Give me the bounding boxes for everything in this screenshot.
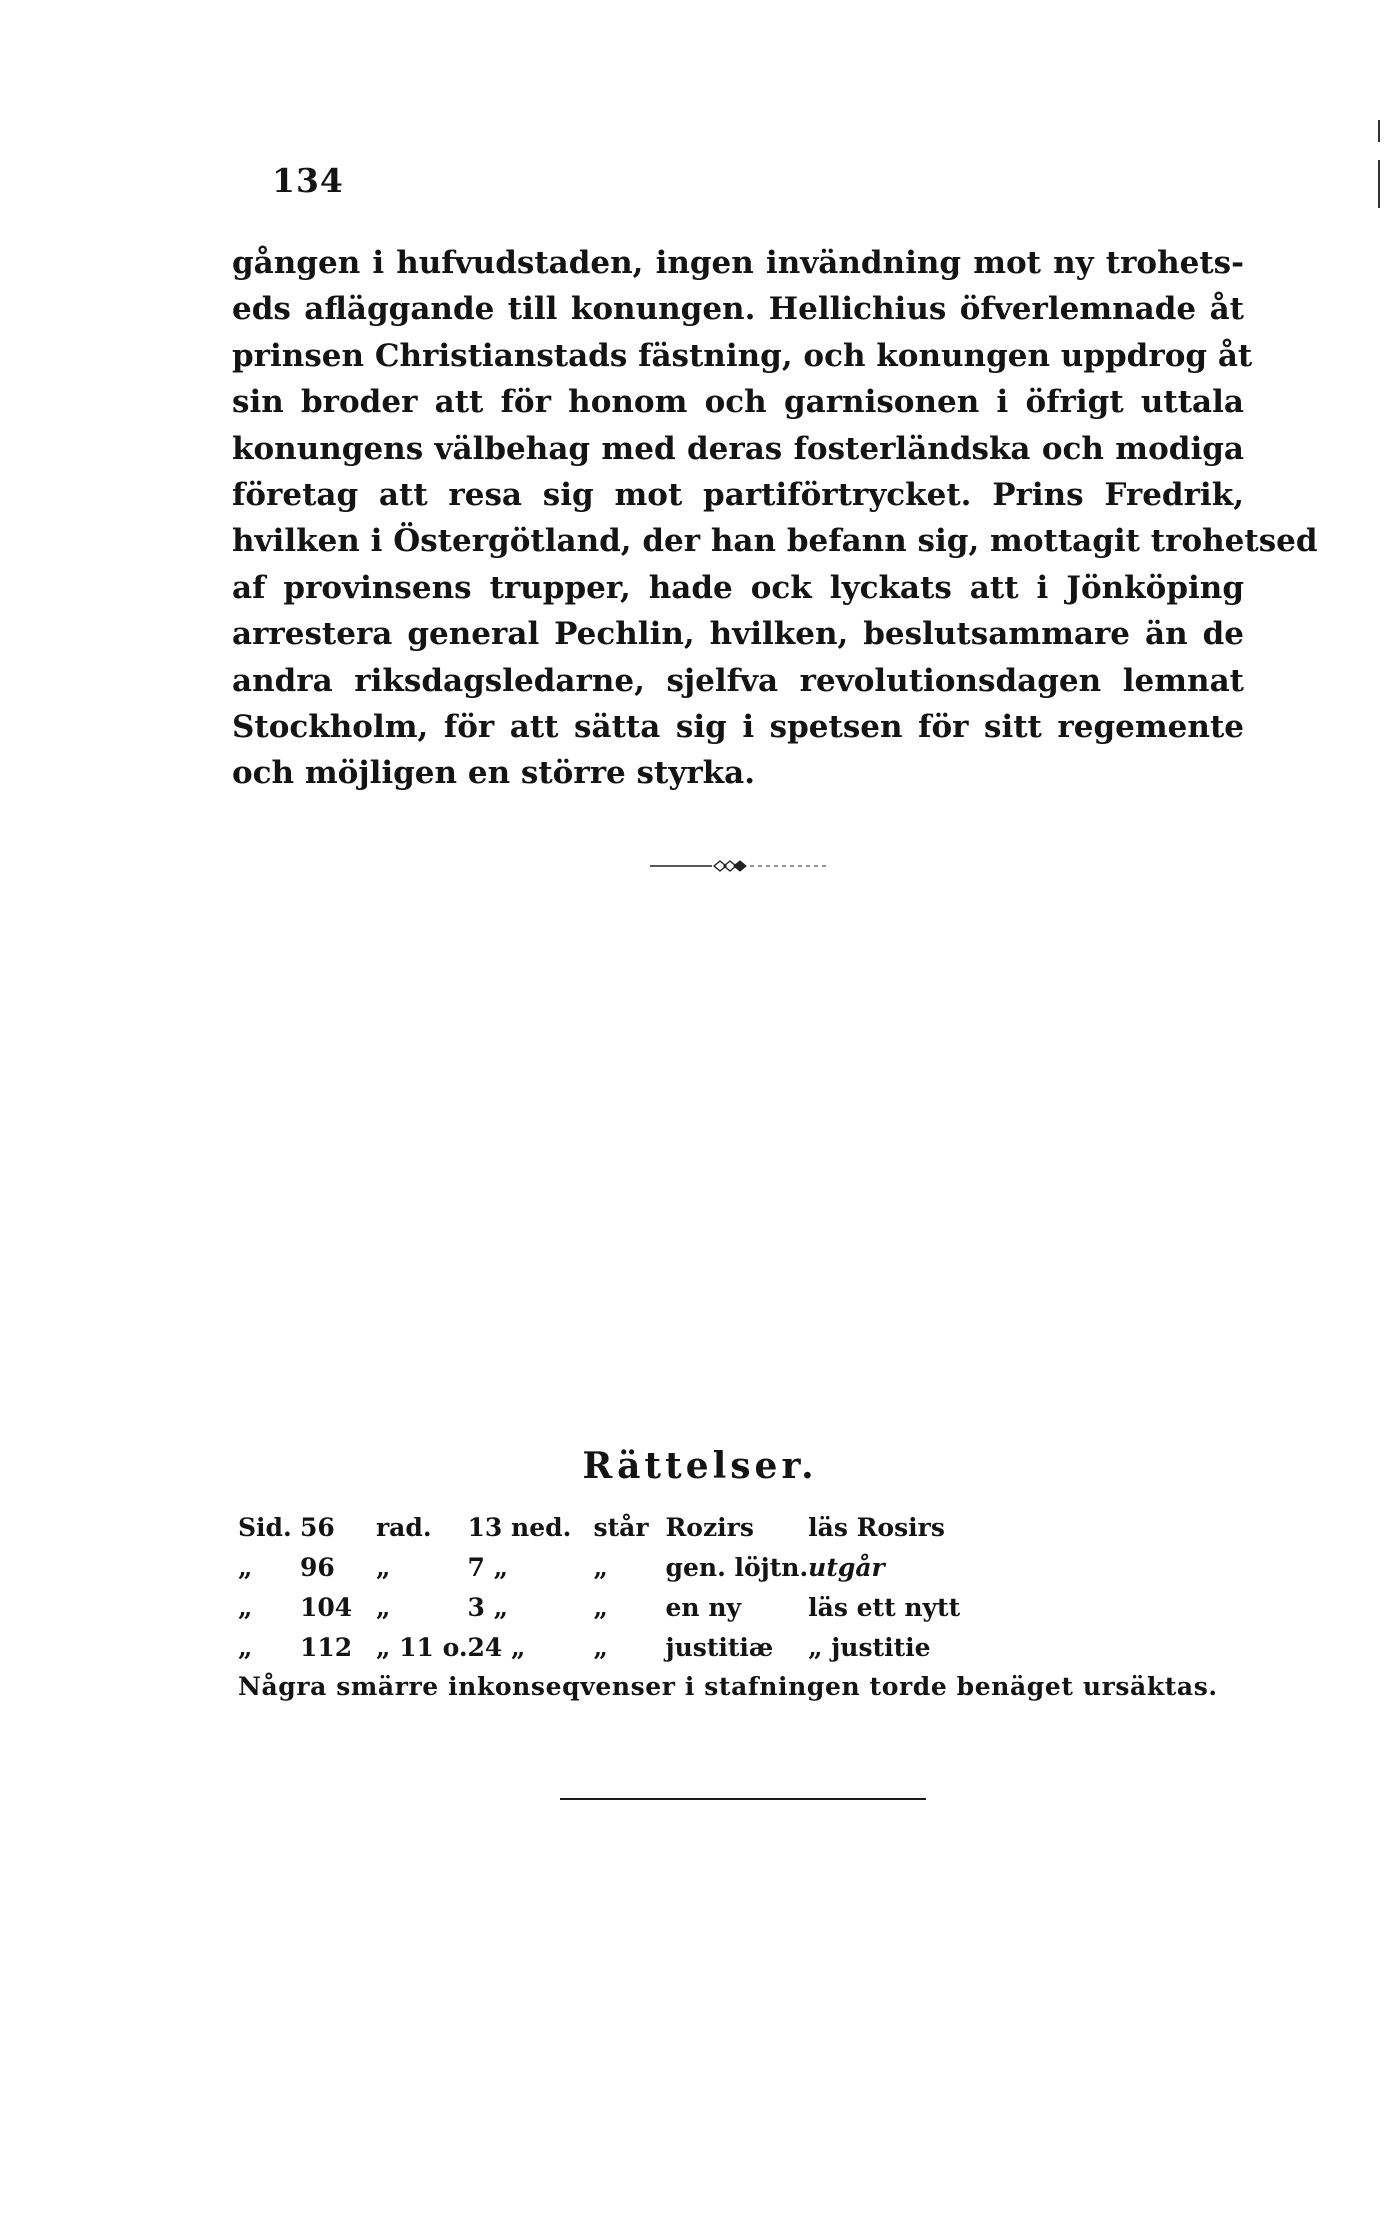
table-row <box>238 1628 968 1668</box>
errata-right: läs Rosirs <box>808 1513 945 1542</box>
table-row <box>238 1548 968 1588</box>
section-divider-ornament <box>650 856 830 876</box>
errata-wrong: gen. löjtn. <box>665 1553 809 1582</box>
errata-sid: „ <box>238 1593 253 1622</box>
text-line: arrestera general Pechlin, hvilken, beslutsammare än de <box>232 616 1244 653</box>
text-line: företag att resa sig mot partiförtrycket. Prins Fredrik, <box>232 476 1244 513</box>
table-row <box>238 1508 968 1548</box>
body-text <box>232 240 1318 797</box>
errata-note: Några smärre inkonseqvenser i stafningen torde benäget ursäktas. <box>238 1672 1218 1701</box>
errata-page: 104 <box>300 1593 353 1622</box>
scan-edge-mark <box>1378 160 1380 208</box>
errata-wrong: en ny <box>665 1593 742 1622</box>
text-line: konungens välbehag med deras fosterländska och modiga <box>232 430 1244 467</box>
errata-wrong: Rozirs <box>665 1513 754 1542</box>
errata-sid: „ <box>238 1553 253 1582</box>
text-line: gången i hufvudstaden, ingen invändning mot ny trohets- <box>232 245 1244 281</box>
text-line: Stockholm, för att sätta sig i spetsen för sitt regemente <box>232 708 1244 745</box>
text-line: hvilken i Östergötland, der han befann sig, mottagit trohetsed <box>232 523 1318 560</box>
errata-line: 7 „ <box>467 1553 509 1582</box>
errata-rad: rad. <box>376 1513 432 1542</box>
text-line: af provinsens trupper, hade ock lyckats att i Jönköping <box>232 569 1244 606</box>
errata-line: 24 „ <box>467 1633 526 1662</box>
errata-table <box>238 1508 968 1668</box>
errata-wrong: justitiæ <box>665 1633 774 1662</box>
errata-line: 13 ned. <box>467 1513 572 1542</box>
table-row <box>238 1588 968 1628</box>
text-line: och möjligen en större styrka. <box>232 755 756 792</box>
errata-sid: „ <box>238 1633 253 1662</box>
text-line: prinsen Christianstads fästning, och konungen uppdrog åt <box>232 337 1253 374</box>
errata-marker: står <box>593 1513 649 1542</box>
errata-rad: „ <box>376 1553 391 1582</box>
errata-line: 3 „ <box>467 1593 509 1622</box>
errata-marker: „ <box>593 1633 608 1662</box>
errata-rad: „ 11 o. <box>376 1633 468 1662</box>
errata-right: „ justitie <box>808 1633 931 1662</box>
errata-marker: „ <box>593 1593 608 1622</box>
text-line: sin broder att för honom och garnisonen i öfrigt uttala <box>232 384 1244 421</box>
errata-page: 112 <box>300 1633 353 1662</box>
page-number: 134 <box>272 161 344 200</box>
errata-marker: „ <box>593 1553 608 1582</box>
errata-page: 56 <box>300 1513 335 1542</box>
errata-right: utgår <box>808 1553 885 1582</box>
errata-right: läs ett nytt <box>808 1593 961 1622</box>
scan-edge-mark <box>1378 120 1380 142</box>
text-line: andra riksdagsledarne, sjelfva revolutionsdagen lemnat <box>232 662 1244 699</box>
closing-rule <box>560 1798 926 1800</box>
errata-sid: Sid. <box>238 1513 292 1542</box>
errata-heading: Rättelser. <box>582 1445 818 1487</box>
errata-page: 96 <box>300 1553 335 1582</box>
text-line: eds afläggande till konungen. Hellichius öfverlemnade åt <box>232 291 1244 328</box>
errata-rad: „ <box>376 1593 391 1622</box>
